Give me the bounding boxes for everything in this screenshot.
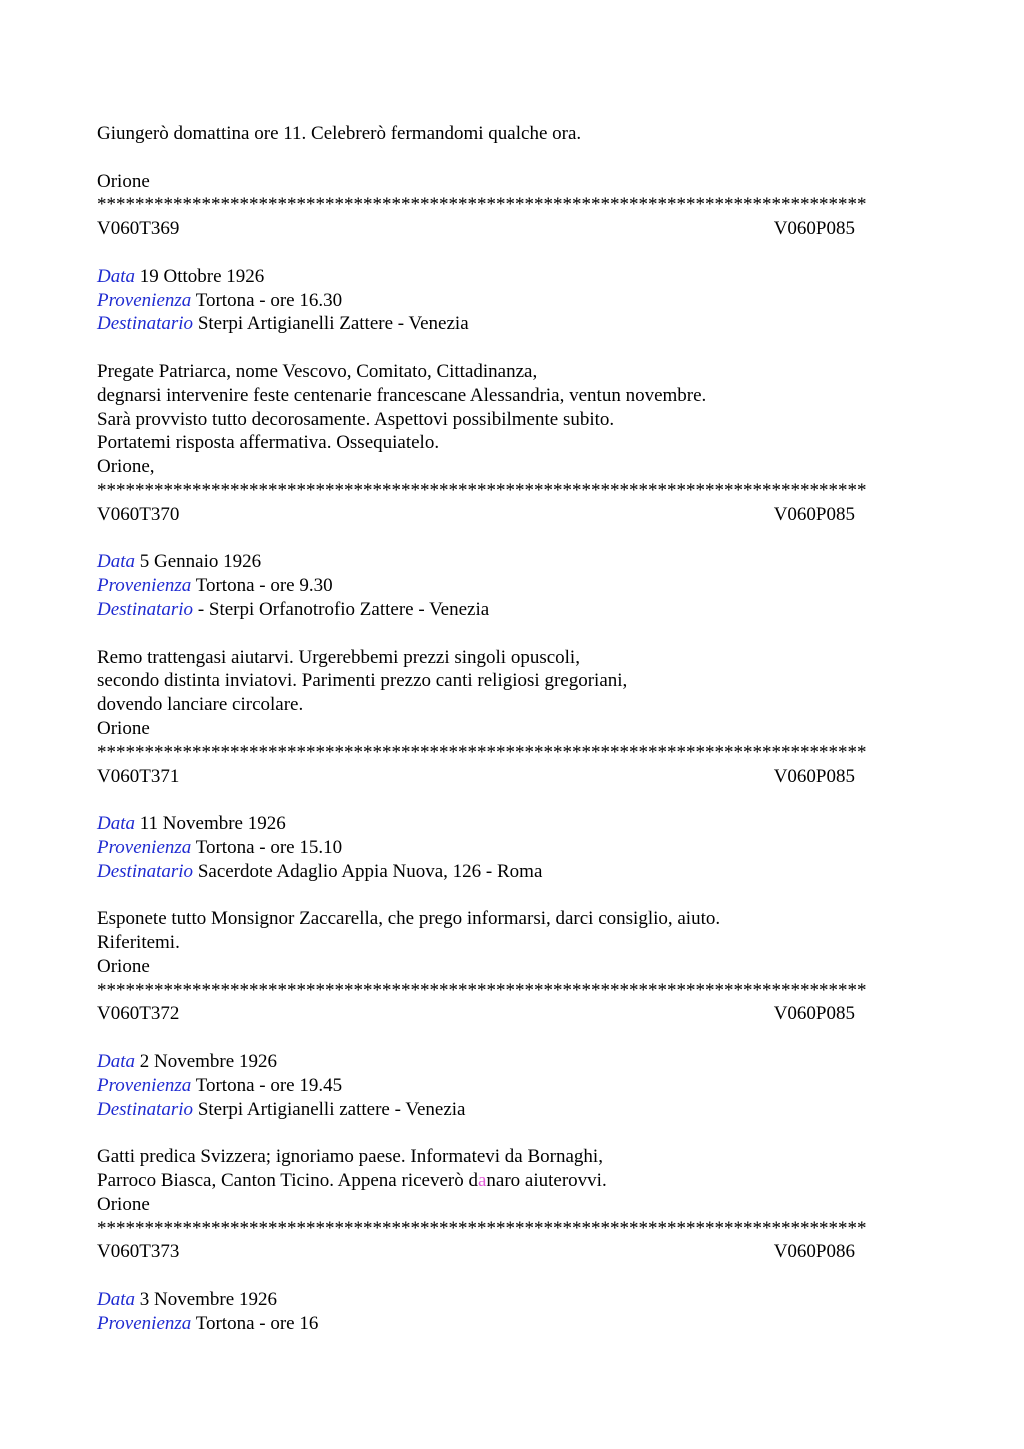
separator: ********************************************************************************* bbox=[97, 479, 867, 501]
date-value: 5 Gennaio 1926 bbox=[139, 551, 262, 573]
date-label: Data bbox=[97, 813, 135, 835]
recipient-line bbox=[97, 860, 927, 884]
origin-label: Provenienza bbox=[97, 289, 192, 311]
signature: Orione bbox=[97, 1193, 150, 1215]
record-id: V060T371 bbox=[97, 765, 180, 787]
signature: Orione, bbox=[97, 456, 155, 478]
body-line: Pregate Patriarca, nome Vescovo, Comitato, Cittadinanza, bbox=[97, 360, 538, 382]
origin-line bbox=[97, 574, 927, 598]
recipient-line bbox=[97, 1098, 927, 1122]
recipient-label: Destinatario bbox=[97, 313, 194, 335]
body-line: degnarsi intervenire feste centenarie francescane Alessandria, ventun novembre. bbox=[97, 384, 707, 406]
page-ref: V060P085 bbox=[773, 218, 855, 240]
separator: ********************************************************************************* bbox=[97, 741, 867, 763]
record-id: V060T373 bbox=[97, 1241, 180, 1263]
document-page bbox=[97, 122, 927, 1336]
separator: ********************************************************************************* bbox=[97, 979, 867, 1001]
origin-line bbox=[97, 836, 927, 860]
origin-label: Provenienza bbox=[97, 836, 192, 858]
recipient-label: Destinatario bbox=[97, 1098, 194, 1120]
recipient-value: Sterpi Artigianelli Zattere - Venezia bbox=[197, 313, 469, 335]
intro-text: Giungerò domattina ore 11. Celebrerò fermandomi qualche ora. bbox=[97, 123, 582, 144]
date-line bbox=[97, 1050, 927, 1074]
body-line: Remo trattengasi aiutarvi. Urgerebbemi prezzi singoli opuscoli, bbox=[97, 646, 580, 668]
page-ref: V060P085 bbox=[773, 765, 855, 787]
date-label: Data bbox=[97, 265, 135, 287]
signature: Orione bbox=[97, 955, 150, 977]
recipient-value: Sterpi Artigianelli zattere - Venezia bbox=[197, 1098, 466, 1120]
text-segment: naro aiuterovvi. bbox=[486, 1170, 607, 1192]
text-segment: Parroco Biasca, Canton Ticino. Appena riceverò d bbox=[97, 1170, 478, 1192]
body-line: Esponete tutto Monsignor Zaccarella, che prego informarsi, darci consiglio, aiuto. bbox=[97, 908, 721, 930]
body-line: dovendo lanciare circolare. bbox=[97, 694, 304, 716]
page-ref: V060P085 bbox=[773, 503, 855, 525]
record-header bbox=[97, 765, 855, 789]
body-line: Sarà provvisto tutto decorosamente. Aspettovi possibilmente subito. bbox=[97, 408, 615, 430]
page-ref: V060P086 bbox=[773, 1241, 855, 1263]
record-header bbox=[97, 217, 855, 241]
date-line bbox=[97, 812, 927, 836]
signature: Orione bbox=[97, 170, 150, 192]
date-line bbox=[97, 1288, 927, 1312]
origin-value: Tortona - ore 15.10 bbox=[195, 836, 343, 858]
recipient-line bbox=[97, 598, 927, 622]
body-line-highlighted bbox=[97, 1169, 927, 1193]
record-id: V060T370 bbox=[97, 503, 180, 525]
signature: Orione bbox=[97, 717, 150, 739]
date-label: Data bbox=[97, 1289, 135, 1311]
date-value: 2 Novembre 1926 bbox=[139, 1051, 277, 1073]
origin-value: Tortona - ore 16 bbox=[195, 1312, 319, 1334]
recipient-value: - Sterpi Orfanotrofio Zattere - Venezia bbox=[197, 598, 490, 620]
origin-line bbox=[97, 1074, 927, 1098]
separator: ********************************************************************************* bbox=[97, 1217, 867, 1239]
body-line: Gatti predica Svizzera; ignoriamo paese. Informatevi da Bornaghi, bbox=[97, 1146, 603, 1168]
origin-value: Tortona - ore 19.45 bbox=[195, 1074, 343, 1096]
date-value: 19 Ottobre 1926 bbox=[139, 265, 265, 287]
origin-label: Provenienza bbox=[97, 1074, 192, 1096]
page-ref: V060P085 bbox=[773, 1003, 855, 1025]
record-header bbox=[97, 1002, 855, 1026]
date-label: Data bbox=[97, 1051, 135, 1073]
date-line bbox=[97, 265, 927, 289]
date-line bbox=[97, 550, 927, 574]
separator: ********************************************************************************* bbox=[97, 194, 867, 216]
origin-label: Provenienza bbox=[97, 1312, 192, 1334]
recipient-line bbox=[97, 312, 927, 336]
record-id: V060T369 bbox=[97, 218, 180, 240]
record-id: V060T372 bbox=[97, 1003, 180, 1025]
origin-value: Tortona - ore 16.30 bbox=[195, 289, 343, 311]
highlighted-char: a bbox=[477, 1170, 487, 1192]
origin-line bbox=[97, 1312, 927, 1336]
origin-line bbox=[97, 289, 927, 313]
recipient-label: Destinatario bbox=[97, 598, 194, 620]
body-line: secondo distinta inviatovi. Parimenti prezzo canti religiosi gregoriani, bbox=[97, 670, 628, 692]
origin-label: Provenienza bbox=[97, 575, 192, 597]
body-line: Portatemi risposta affermativa. Ossequiatelo. bbox=[97, 432, 440, 454]
date-label: Data bbox=[97, 551, 135, 573]
date-value: 3 Novembre 1926 bbox=[139, 1289, 277, 1311]
origin-value: Tortona - ore 9.30 bbox=[195, 575, 333, 597]
recipient-label: Destinatario bbox=[97, 860, 194, 882]
date-value: 11 Novembre 1926 bbox=[139, 813, 286, 835]
recipient-value: Sacerdote Adaglio Appia Nuova, 126 - Roma bbox=[197, 860, 543, 882]
record-header bbox=[97, 503, 855, 527]
record-header bbox=[97, 1240, 855, 1264]
body-line: Riferitemi. bbox=[97, 932, 180, 954]
